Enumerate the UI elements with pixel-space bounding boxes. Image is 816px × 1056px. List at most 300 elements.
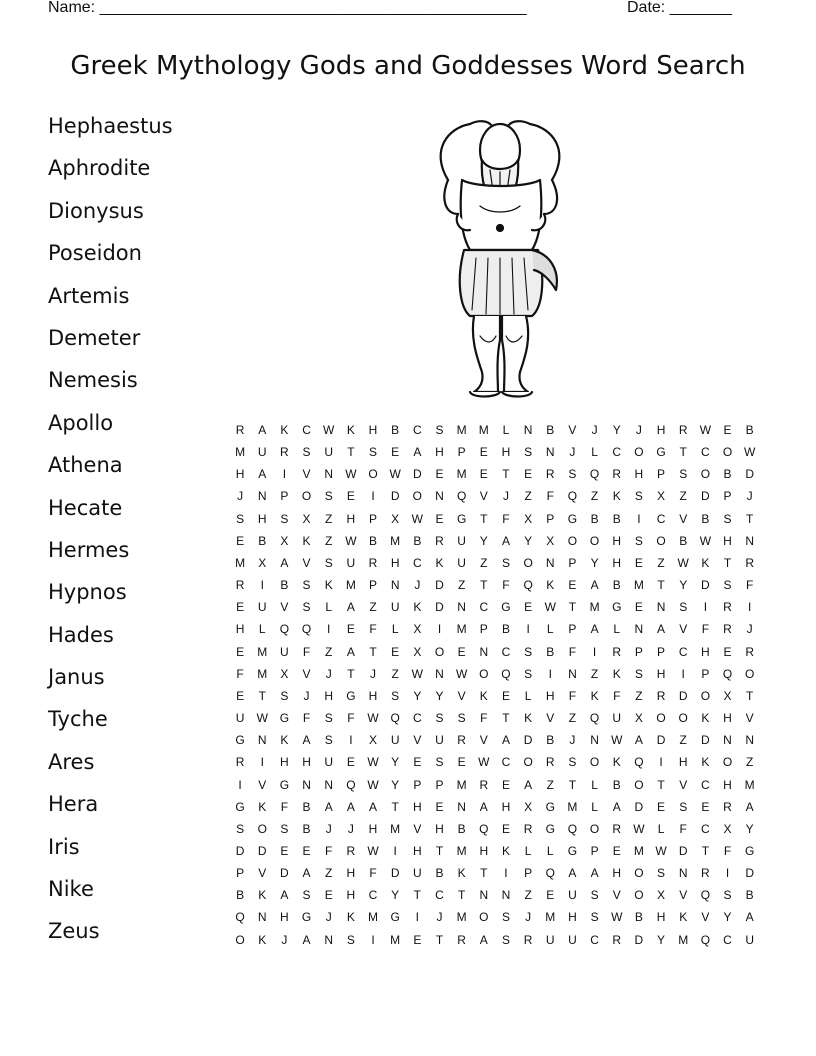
grid-cell[interactable]: Q [523,578,533,593]
grid-cell[interactable]: T [480,866,488,881]
grid-cell[interactable]: M [390,932,401,947]
grid-cell[interactable]: J [414,578,421,593]
grid-cell[interactable]: K [346,423,355,437]
grid-cell[interactable]: M [235,445,246,460]
grid-cell[interactable]: T [746,688,754,703]
grid-cell[interactable]: O [634,888,644,903]
grid-cell[interactable]: J [281,932,288,947]
grid-cell[interactable]: D [523,733,533,748]
grid-cell[interactable]: S [391,688,400,703]
grid-cell[interactable]: F [325,843,333,858]
grid-cell[interactable]: I [393,843,397,858]
grid-cell[interactable]: L [391,622,399,637]
grid-cell[interactable]: X [413,622,422,637]
grid-cell[interactable]: S [679,467,688,482]
grid-cell[interactable]: F [568,688,577,703]
grid-cell[interactable]: B [457,821,466,836]
grid-cell[interactable]: H [235,622,245,637]
grid-cell[interactable]: P [369,511,378,526]
grid-cell[interactable]: Z [480,555,488,570]
grid-cell[interactable]: D [390,489,400,504]
grid-cell[interactable]: O [523,755,533,770]
grid-cell[interactable]: M [678,932,689,947]
grid-cell[interactable]: K [701,711,710,726]
grid-cell[interactable]: G [235,733,245,748]
grid-cell[interactable]: E [413,755,422,770]
grid-cell[interactable]: Y [391,888,400,903]
grid-cell[interactable]: E [634,555,643,570]
grid-cell[interactable]: H [302,755,311,770]
grid-cell[interactable]: O [656,533,666,548]
grid-cell[interactable]: S [524,644,533,659]
grid-cell[interactable]: H [346,888,356,903]
grid-cell[interactable]: L [591,777,598,792]
grid-cell[interactable]: N [545,555,555,570]
grid-cell[interactable]: B [612,511,621,526]
grid-cell[interactable]: A [501,533,510,548]
grid-cell[interactable]: M [545,910,556,925]
grid-cell[interactable]: K [701,755,710,770]
grid-cell[interactable]: U [457,533,466,548]
grid-cell[interactable]: U [390,733,400,748]
grid-cell[interactable]: E [457,755,466,770]
grid-cell[interactable]: L [546,622,554,637]
grid-cell[interactable]: G [501,600,511,615]
grid-cell[interactable]: G [456,511,467,526]
grid-cell[interactable]: T [391,799,399,814]
grid-cell[interactable]: V [413,733,422,748]
grid-cell[interactable]: N [257,910,267,925]
grid-cell[interactable]: Z [325,511,333,526]
grid-cell[interactable]: A [258,423,267,437]
grid-cell[interactable]: R [656,688,666,703]
grid-cell[interactable]: H [612,533,622,548]
grid-cell[interactable]: H [368,423,378,437]
grid-cell[interactable]: S [302,445,311,460]
grid-cell[interactable]: Q [567,821,578,836]
grid-cell[interactable]: B [546,733,555,748]
grid-cell[interactable]: T [746,511,754,526]
grid-cell[interactable]: S [679,600,688,615]
grid-cell[interactable]: K [590,688,599,703]
grid-cell[interactable]: M [345,578,356,593]
grid-cell[interactable]: S [679,799,688,814]
grid-cell[interactable]: K [501,843,510,858]
grid-cell[interactable]: D [745,467,754,482]
grid-cell[interactable]: W [455,666,468,681]
grid-cell[interactable]: N [634,622,644,637]
grid-cell[interactable]: Q [346,777,356,792]
grid-cell[interactable]: R [457,932,466,947]
grid-cell[interactable]: V [546,711,555,726]
grid-cell[interactable]: P [435,777,444,792]
grid-cell[interactable]: V [679,888,688,903]
grid-cell[interactable]: X [723,821,732,836]
grid-cell[interactable]: W [677,555,689,570]
grid-cell[interactable]: U [280,644,289,659]
grid-cell[interactable]: Q [456,489,467,504]
grid-cell[interactable]: H [368,821,378,836]
grid-cell[interactable]: B [391,423,400,437]
grid-cell[interactable]: P [701,666,710,681]
grid-cell[interactable]: U [257,445,267,460]
grid-cell[interactable]: M [456,622,467,637]
grid-cell[interactable]: W [611,733,623,748]
grid-cell[interactable]: J [303,688,310,703]
grid-cell[interactable]: S [501,910,510,925]
grid-cell[interactable]: E [435,467,444,482]
grid-cell[interactable]: K [258,932,267,947]
grid-cell[interactable]: C [701,445,710,460]
grid-cell[interactable]: C [302,423,311,437]
grid-cell[interactable]: R [523,932,533,947]
grid-cell[interactable]: S [568,467,577,482]
grid-cell[interactable]: F [502,578,510,593]
grid-cell[interactable]: K [546,578,555,593]
grid-cell[interactable]: B [369,533,378,548]
grid-cell[interactable]: P [723,489,732,504]
grid-cell[interactable]: H [280,755,289,770]
grid-cell[interactable]: E [568,578,577,593]
grid-cell[interactable]: T [679,445,687,460]
grid-cell[interactable]: H [656,423,666,437]
grid-cell[interactable]: P [634,644,643,659]
grid-cell[interactable]: J [325,666,332,681]
grid-cell[interactable]: A [634,733,643,748]
grid-cell[interactable]: P [236,866,245,881]
grid-cell[interactable]: K [612,755,621,770]
grid-cell[interactable]: H [280,910,289,925]
date-field-label[interactable]: Date: _______ [627,0,732,16]
grid-cell[interactable]: H [435,445,444,460]
grid-cell[interactable]: C [412,423,422,437]
grid-cell[interactable]: N [390,578,400,593]
grid-cell[interactable]: X [723,688,732,703]
grid-cell[interactable]: G [279,777,290,792]
grid-cell[interactable]: A [346,600,355,615]
grid-cell[interactable]: C [368,888,378,903]
grid-cell[interactable]: M [368,910,379,925]
grid-cell[interactable]: N [523,423,533,437]
grid-cell[interactable]: N [745,533,754,548]
grid-cell[interactable]: S [280,821,289,836]
grid-cell[interactable]: N [457,600,466,615]
grid-cell[interactable]: B [723,467,732,482]
grid-cell[interactable]: I [260,755,264,770]
grid-cell[interactable]: P [457,445,466,460]
grid-cell[interactable]: E [391,445,400,460]
grid-cell[interactable]: A [369,799,378,814]
grid-cell[interactable]: B [236,888,245,903]
grid-cell[interactable]: R [701,866,710,881]
grid-cell[interactable]: H [723,533,732,548]
grid-cell[interactable]: W [256,711,268,726]
grid-cell[interactable]: J [325,821,332,836]
grid-cell[interactable]: R [723,600,732,615]
grid-cell[interactable]: H [612,866,622,881]
grid-cell[interactable]: A [479,799,488,814]
grid-cell[interactable]: E [346,489,355,504]
grid-cell[interactable]: R [235,755,245,770]
grid-cell[interactable]: U [457,555,466,570]
grid-cell[interactable]: M [456,423,467,437]
grid-cell[interactable]: N [656,600,666,615]
grid-cell[interactable]: F [502,511,510,526]
grid-cell[interactable]: O [700,688,711,703]
grid-cell[interactable]: T [413,888,421,903]
grid-cell[interactable]: A [590,866,599,881]
grid-cell[interactable]: E [501,688,510,703]
grid-cell[interactable]: T [657,578,665,593]
grid-cell[interactable]: F [236,666,244,681]
grid-cell[interactable]: N [257,489,267,504]
grid-cell[interactable]: I [681,666,685,681]
grid-cell[interactable]: N [545,445,555,460]
grid-cell[interactable]: X [524,799,533,814]
grid-cell[interactable]: S [524,445,533,460]
grid-cell[interactable]: R [545,755,555,770]
grid-cell[interactable]: S [324,555,333,570]
grid-cell[interactable]: R [745,555,754,570]
grid-cell[interactable]: B [612,578,621,593]
grid-cell[interactable]: S [302,578,311,593]
grid-cell[interactable]: Y [723,910,732,925]
grid-cell[interactable]: B [258,533,267,548]
grid-cell[interactable]: S [634,489,643,504]
grid-cell[interactable]: H [412,843,422,858]
grid-cell[interactable]: W [323,423,335,437]
grid-cell[interactable]: R [612,467,622,482]
grid-cell[interactable]: V [413,821,422,836]
grid-cell[interactable]: L [591,799,598,814]
grid-cell[interactable]: P [280,489,289,504]
grid-cell[interactable]: I [748,600,752,615]
grid-cell[interactable]: I [371,489,375,504]
grid-cell[interactable]: F [369,866,377,881]
grid-cell[interactable]: X [258,555,267,570]
grid-cell[interactable]: C [701,777,710,792]
grid-cell[interactable]: E [701,799,710,814]
grid-cell[interactable]: Z [524,489,532,504]
grid-cell[interactable]: N [745,733,754,748]
grid-cell[interactable]: Z [590,489,599,504]
grid-cell[interactable]: V [302,467,311,482]
grid-cell[interactable]: N [435,489,444,504]
grid-cell[interactable]: Q [501,666,511,681]
grid-cell[interactable]: S [280,688,289,703]
grid-cell[interactable]: I [260,578,264,593]
grid-cell[interactable]: B [634,910,643,925]
grid-cell[interactable]: U [235,711,245,726]
grid-cell[interactable]: H [634,467,644,482]
grid-cell[interactable]: V [302,666,311,681]
grid-cell[interactable]: F [568,644,577,659]
grid-cell[interactable]: R [612,932,622,947]
grid-cell[interactable]: T [568,777,577,792]
grid-cell[interactable]: G [567,843,578,858]
grid-cell[interactable]: V [479,489,488,504]
grid-cell[interactable]: K [612,666,621,681]
grid-cell[interactable]: W [345,533,357,548]
grid-cell[interactable]: D [656,733,666,748]
grid-cell[interactable]: O [523,555,533,570]
grid-cell[interactable]: S [723,511,732,526]
grid-cell[interactable]: H [545,688,555,703]
grid-cell[interactable]: Z [325,533,333,548]
grid-cell[interactable]: A [568,866,577,881]
grid-cell[interactable]: E [479,467,488,482]
grid-cell[interactable]: M [257,666,268,681]
grid-cell[interactable]: H [435,821,444,836]
grid-cell[interactable]: V [568,423,577,437]
grid-cell[interactable]: N [324,777,334,792]
grid-cell[interactable]: O [589,755,600,770]
grid-cell[interactable]: T [435,932,444,947]
grid-cell[interactable]: N [568,666,577,681]
grid-cell[interactable]: A [302,932,311,947]
grid-cell[interactable]: H [346,866,356,881]
grid-cell[interactable]: K [612,489,621,504]
grid-cell[interactable]: M [456,467,467,482]
grid-cell[interactable]: Z [657,555,665,570]
grid-cell[interactable]: X [634,711,643,726]
grid-cell[interactable]: T [480,511,488,526]
grid-cell[interactable]: Z [568,711,577,726]
grid-cell[interactable]: S [568,755,577,770]
grid-cell[interactable]: U [324,445,334,460]
grid-cell[interactable]: I [659,755,663,770]
grid-cell[interactable]: R [523,821,533,836]
grid-cell[interactable]: U [435,733,444,748]
grid-cell[interactable]: D [634,932,644,947]
grid-cell[interactable]: I [548,666,552,681]
grid-cell[interactable]: S [723,578,732,593]
grid-cell[interactable]: E [346,622,355,637]
grid-cell[interactable]: W [367,843,379,858]
grid-cell[interactable]: T [347,445,355,460]
grid-cell[interactable]: R [678,423,688,437]
grid-cell[interactable]: V [258,777,267,792]
grid-cell[interactable]: V [745,711,754,726]
grid-cell[interactable]: X [391,511,400,526]
grid-cell[interactable]: E [435,511,444,526]
grid-cell[interactable]: Y [612,423,621,437]
grid-cell[interactable]: Z [524,888,532,903]
grid-cell[interactable]: S [324,711,333,726]
grid-cell[interactable]: W [544,600,556,615]
grid-cell[interactable]: Z [635,688,643,703]
grid-cell[interactable]: K [435,555,444,570]
grid-cell[interactable]: R [545,467,555,482]
grid-cell[interactable]: F [302,644,311,659]
grid-cell[interactable]: A [258,467,267,482]
grid-cell[interactable]: K [302,533,311,548]
grid-cell[interactable]: B [745,888,754,903]
grid-cell[interactable]: W [744,445,756,460]
grid-cell[interactable]: A [745,910,754,925]
grid-cell[interactable]: U [568,888,577,903]
grid-cell[interactable]: P [413,777,422,792]
grid-cell[interactable]: J [525,910,532,925]
grid-cell[interactable]: T [568,600,577,615]
grid-cell[interactable]: B [679,533,688,548]
grid-cell[interactable]: A [501,733,510,748]
grid-cell[interactable]: S [501,932,510,947]
grid-cell[interactable]: Q [390,711,400,726]
grid-cell[interactable]: O [722,445,733,460]
grid-cell[interactable]: A [524,777,533,792]
grid-cell[interactable]: O [722,755,733,770]
grid-cell[interactable]: F [280,799,289,814]
grid-cell[interactable]: S [302,888,311,903]
grid-cell[interactable]: X [657,888,666,903]
grid-cell[interactable]: B [302,821,311,836]
grid-cell[interactable]: C [501,755,511,770]
grid-cell[interactable]: C [501,644,511,659]
grid-cell[interactable]: Y [479,533,488,548]
grid-cell[interactable]: I [637,511,641,526]
grid-cell[interactable]: K [479,688,488,703]
grid-cell[interactable]: E [479,445,488,460]
grid-cell[interactable]: H [656,910,666,925]
grid-cell[interactable]: H [701,644,710,659]
grid-cell[interactable]: I [238,777,242,792]
grid-cell[interactable]: B [413,533,422,548]
grid-cell[interactable]: P [657,644,666,659]
grid-cell[interactable]: R [745,644,754,659]
grid-cell[interactable]: B [612,777,621,792]
grid-cell[interactable]: B [590,511,599,526]
grid-cell[interactable]: D [390,866,400,881]
grid-cell[interactable]: B [280,578,289,593]
grid-cell[interactable]: E [524,467,533,482]
grid-cell[interactable]: E [280,843,289,858]
grid-cell[interactable]: E [346,755,355,770]
grid-cell[interactable]: T [502,467,510,482]
grid-cell[interactable]: H [568,910,577,925]
grid-cell[interactable]: C [723,932,732,947]
grid-cell[interactable]: L [591,445,598,460]
grid-cell[interactable]: I [349,733,353,748]
grid-cell[interactable]: H [678,755,688,770]
grid-cell[interactable]: G [567,511,578,526]
grid-cell[interactable]: J [569,733,576,748]
grid-cell[interactable]: O [235,932,245,947]
grid-cell[interactable]: S [590,910,599,925]
grid-cell[interactable]: C [412,711,422,726]
grid-cell[interactable]: S [302,600,311,615]
grid-cell[interactable]: E [435,799,444,814]
grid-cell[interactable]: G [656,445,666,460]
grid-cell[interactable]: O [368,467,378,482]
grid-cell[interactable]: Y [391,755,400,770]
grid-cell[interactable]: M [589,600,600,615]
grid-cell[interactable]: O [301,489,312,504]
grid-cell[interactable]: Z [325,644,333,659]
grid-cell[interactable]: Z [391,666,399,681]
grid-cell[interactable]: S [634,666,643,681]
grid-cell[interactable]: S [236,511,245,526]
grid-cell[interactable]: K [280,733,289,748]
grid-cell[interactable]: Q [589,711,600,726]
grid-cell[interactable]: E [236,688,245,703]
grid-cell[interactable]: D [678,843,688,858]
grid-cell[interactable]: T [457,888,466,903]
grid-cell[interactable]: R [612,821,622,836]
grid-cell[interactable]: G [235,799,245,814]
grid-cell[interactable]: S [634,533,643,548]
grid-cell[interactable]: F [369,622,377,637]
